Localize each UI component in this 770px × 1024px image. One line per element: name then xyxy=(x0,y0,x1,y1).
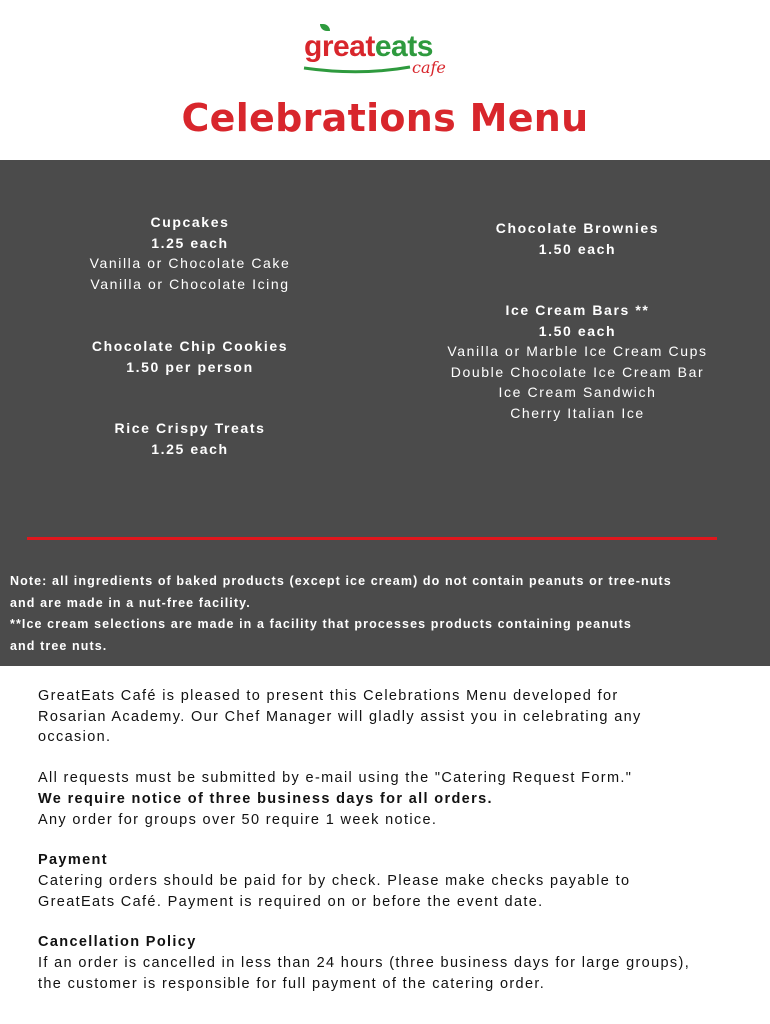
menu-item-option: Vanilla or Marble Ice Cream Cups xyxy=(447,343,708,359)
menu-item-price: 1.50 per person xyxy=(126,358,254,375)
allergen-note xyxy=(10,571,760,657)
menu-item-ice-cream-bars xyxy=(400,300,755,423)
menu-item-option: Vanilla or Chocolate Icing xyxy=(90,275,290,292)
payment-line: Catering orders should be paid for by check. Please make checks payable to xyxy=(38,872,631,889)
requests-line: All requests must be submitted by e-mail using the "Catering Request Form." xyxy=(38,770,633,787)
menu-item-price: 1.50 each xyxy=(538,322,617,339)
cancellation-line: the customer is responsible for full payment of the catering order. xyxy=(38,975,546,992)
greateats-cafe-logo xyxy=(300,24,460,82)
menu-panel xyxy=(0,160,770,666)
menu-item-cupcakes xyxy=(40,212,340,294)
menu-item-name: Chocolate Chip Cookies xyxy=(91,338,289,354)
intro-line: occasion. xyxy=(38,729,112,746)
menu-item-price: 1.25 each xyxy=(151,234,229,251)
menu-item-option: Ice Cream Sandwich xyxy=(498,384,657,400)
cancellation-heading: Cancellation Policy xyxy=(38,934,197,951)
menu-item-cookies xyxy=(40,336,340,377)
menu-item-option: Double Chocolate Ice Cream Bar xyxy=(450,363,705,380)
note-line: and are made in a nut-free facility. xyxy=(10,595,251,610)
menu-item-name: Rice Crispy Treats xyxy=(114,420,266,436)
menu-item-rice-crispy xyxy=(40,418,340,459)
note-line: **Ice cream selections are made in a facility that processes products containing peanuts xyxy=(10,617,632,631)
payment-heading: Payment xyxy=(38,852,108,869)
policy-text xyxy=(38,686,738,994)
page-title: Celebrations Menu xyxy=(181,96,589,140)
intro-line: GreatEats Café is pleased to present this Celebrations Menu developed for xyxy=(38,688,619,704)
menu-item-name: Ice Cream Bars ** xyxy=(505,302,650,318)
menu-item-option: Vanilla or Chocolate Cake xyxy=(89,255,291,271)
payment-line: GreatEats Café. Payment is required on or before the event date. xyxy=(38,893,544,910)
menu-item-name: Chocolate Brownies xyxy=(495,220,660,236)
menu-item-price: 1.50 each xyxy=(538,240,617,257)
menu-column-left xyxy=(40,212,340,459)
logo-word-eats: eats xyxy=(374,30,433,63)
logo-word-cafe: cafe xyxy=(412,58,446,77)
menu-item-brownies xyxy=(400,218,755,259)
intro-line: Rosarian Academy. Our Chef Manager will gladly assist you in celebrating any xyxy=(38,708,642,725)
note-line: Note: all ingredients of baked products (except ice cream) do not contain peanuts or tree-nuts xyxy=(10,574,672,588)
menu-column-right xyxy=(400,218,755,423)
notice-requirement: We require notice of three business days for all orders. xyxy=(38,790,493,807)
cancellation-line: If an order is cancelled in less than 24 hours (three business days for large groups), xyxy=(38,955,691,972)
menu-item-name: Cupcakes xyxy=(150,214,230,230)
menu-item-price: 1.25 each xyxy=(151,440,229,457)
logo-word-great: great xyxy=(304,30,375,63)
note-line: and tree nuts. xyxy=(10,638,108,653)
requests-line: Any order for groups over 50 require 1 week notice. xyxy=(38,811,438,828)
divider-line xyxy=(27,537,717,540)
menu-item-option: Cherry Italian Ice xyxy=(510,404,645,421)
